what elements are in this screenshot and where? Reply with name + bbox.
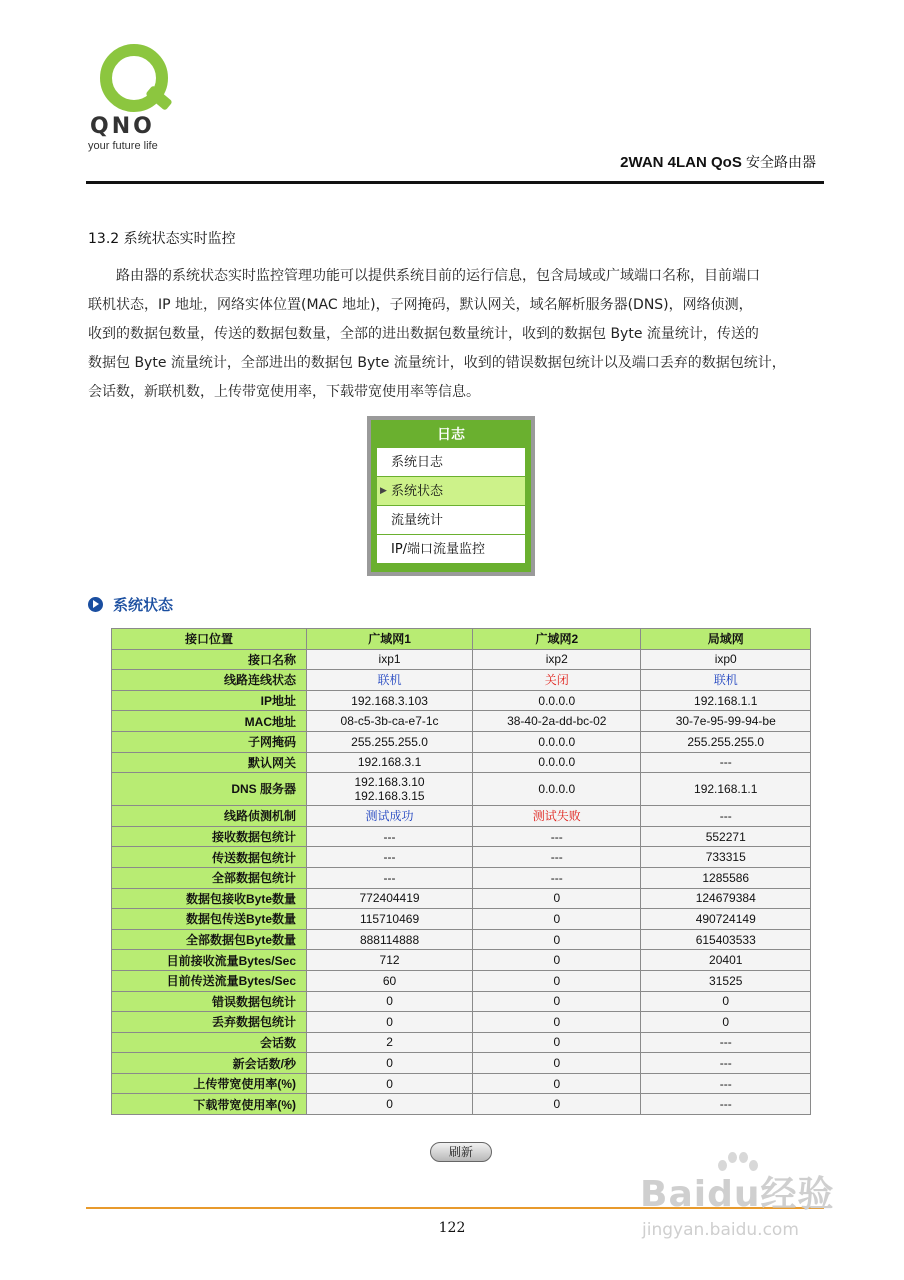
table-cell: 192.168.1.1	[641, 690, 811, 711]
table-cell: ixp1	[307, 649, 473, 670]
table-cell: 0	[307, 991, 473, 1012]
row-label: 接收数据包统计	[112, 826, 307, 847]
status-heading: 系统状态	[88, 594, 173, 615]
row-label: 线路连线状态	[112, 670, 307, 691]
table-row	[112, 888, 811, 909]
log-menu-title: 日志	[437, 427, 465, 443]
row-label: 会话数	[112, 1032, 307, 1053]
paragraph-line: 联机状态，IP 地址，网络实体位置(MAC 地址)，子网掩码，默认网关，域名解析服务器(DNS)，网络侦测，	[88, 297, 753, 313]
table-cell: ---	[641, 752, 811, 773]
table-cell: 733315	[641, 847, 811, 868]
table-cell: 测试失败	[473, 806, 641, 827]
table-row	[112, 773, 811, 806]
row-label: IP地址	[112, 690, 307, 711]
column-header: 广域网2	[473, 629, 641, 650]
header-title	[620, 152, 816, 172]
table-cell: 2	[307, 1032, 473, 1053]
paragraph-line: 数据包 Byte 流量统计，全部进出的数据包 Byte 流量统计，收到的错误数据包统计以及端口丢弃的数据包统计，	[88, 355, 786, 371]
watermark-brand: Baidu经验	[640, 1174, 835, 1215]
table-row	[112, 909, 811, 930]
logo-tagline: your future life	[88, 140, 158, 152]
table-row	[112, 929, 811, 950]
table-cell: 31525	[641, 970, 811, 991]
table-cell: 60	[307, 970, 473, 991]
system-status-table	[111, 628, 811, 1115]
table-cell: 0	[473, 1032, 641, 1053]
table-cell: 联机	[307, 670, 473, 691]
table-cell: 490724149	[641, 909, 811, 930]
header-divider	[86, 181, 824, 184]
menu-item-ip-port-monitor[interactable]: IP/端口流量监控	[377, 535, 525, 564]
table-row	[112, 826, 811, 847]
row-label: 数据包传送Byte数量	[112, 909, 307, 930]
row-label: 传送数据包统计	[112, 847, 307, 868]
table-cell: ---	[307, 867, 473, 888]
header-model: 2WAN 4LAN QoS	[620, 154, 742, 171]
table-cell: 0	[473, 1073, 641, 1094]
table-cell: 615403533	[641, 929, 811, 950]
qno-logo	[88, 44, 188, 154]
logo-brand: QNO	[90, 114, 155, 139]
table-row	[112, 670, 811, 691]
row-label: 新会话数/秒	[112, 1053, 307, 1074]
table-cell: 255.255.255.0	[641, 731, 811, 752]
baidu-watermark	[640, 1150, 880, 1260]
table-cell: 08-c5-3b-ca-e7-1c	[307, 711, 473, 732]
intro-paragraph	[88, 262, 828, 407]
refresh-button[interactable]: 刷新	[430, 1142, 492, 1162]
table-cell: 0.0.0.0	[473, 690, 641, 711]
table-cell: 772404419	[307, 888, 473, 909]
table-cell: ---	[641, 1094, 811, 1115]
table-cell: 0	[307, 1012, 473, 1033]
table-cell: ---	[473, 867, 641, 888]
table-cell: ---	[641, 1053, 811, 1074]
paragraph-line: 收到的数据包数量，传送的数据包数量，全部的进出数据包数量统计，收到的数据包 Byte 流量统计，传送的	[88, 326, 759, 342]
table-cell: 192.168.3.103	[307, 690, 473, 711]
table-cell: ---	[641, 806, 811, 827]
table-cell: 115710469	[307, 909, 473, 930]
table-cell: 192.168.3.1	[307, 752, 473, 773]
row-label: 全部数据包Byte数量	[112, 929, 307, 950]
row-label: 子网掩码	[112, 731, 307, 752]
table-cell: 测试成功	[307, 806, 473, 827]
table-cell: 0	[473, 970, 641, 991]
paragraph-line: 会话数，新联机数，上传带宽使用率，下载带宽使用率等信息。	[88, 384, 480, 400]
table-cell: ixp0	[641, 649, 811, 670]
table-cell: 124679384	[641, 888, 811, 909]
page-number: 122	[438, 1220, 466, 1236]
table-row	[112, 752, 811, 773]
table-row	[112, 1094, 811, 1115]
table-row	[112, 847, 811, 868]
paragraph-line: 路由器的系统状态实时监控管理功能可以提供系统目前的运行信息，包含局域或广域端口名称，目前端口	[116, 268, 760, 284]
table-cell: 0.0.0.0	[473, 731, 641, 752]
watermark-url: jingyan.baidu.com	[642, 1220, 799, 1240]
table-cell: ---	[641, 1032, 811, 1053]
section-title: 13.2 系统状态实时监控	[88, 231, 236, 247]
row-label: 全部数据包统计	[112, 867, 307, 888]
row-label: 错误数据包统计	[112, 991, 307, 1012]
table-row	[112, 1012, 811, 1033]
column-header: 广域网1	[307, 629, 473, 650]
table-cell: 0	[473, 909, 641, 930]
table-cell: 888114888	[307, 929, 473, 950]
table-row	[112, 1032, 811, 1053]
table-cell: 0	[307, 1073, 473, 1094]
table-cell: 0.0.0.0	[473, 773, 641, 806]
table-row	[112, 1073, 811, 1094]
table-row	[112, 731, 811, 752]
table-cell: 0	[473, 1094, 641, 1115]
table-cell: 0	[641, 991, 811, 1012]
table-cell: 0	[641, 1012, 811, 1033]
table-cell: 712	[307, 950, 473, 971]
table-cell: 192.168.3.10 192.168.3.15	[307, 773, 473, 806]
table-row	[112, 690, 811, 711]
table-cell: 0	[473, 1053, 641, 1074]
table-cell: 关闭	[473, 670, 641, 691]
row-label: 丢弃数据包统计	[112, 1012, 307, 1033]
table-cell: ---	[473, 847, 641, 868]
menu-item-system-status[interactable]: ▶ 系统状态	[377, 477, 525, 506]
table-row	[112, 970, 811, 991]
arrow-right-icon: ▶	[380, 486, 387, 496]
table-row	[112, 867, 811, 888]
table-cell: 192.168.1.1	[641, 773, 811, 806]
table-row	[112, 991, 811, 1012]
table-cell: ---	[641, 1073, 811, 1094]
table-header-row	[112, 629, 811, 650]
log-menu	[367, 416, 535, 576]
row-label: DNS 服务器	[112, 773, 307, 806]
table-cell: 20401	[641, 950, 811, 971]
table-row	[112, 711, 811, 732]
table-cell: ---	[473, 826, 641, 847]
header-product: 安全路由器	[746, 155, 816, 171]
table-cell: 0	[307, 1094, 473, 1115]
row-label: 线路侦测机制	[112, 806, 307, 827]
table-cell: 0.0.0.0	[473, 752, 641, 773]
table-row	[112, 1053, 811, 1074]
table-cell: ixp2	[473, 649, 641, 670]
row-label: 数据包接收Byte数量	[112, 888, 307, 909]
table-cell: 255.255.255.0	[307, 731, 473, 752]
table-cell: 0	[473, 950, 641, 971]
table-row	[112, 649, 811, 670]
table-cell: 0	[473, 929, 641, 950]
row-label: 目前接收流量Bytes/Sec	[112, 950, 307, 971]
row-label: 默认网关	[112, 752, 307, 773]
table-row	[112, 950, 811, 971]
menu-item-system-log[interactable]: 系统日志	[377, 448, 525, 477]
table-cell: 0	[473, 1012, 641, 1033]
column-header: 接口位置	[112, 629, 307, 650]
table-cell: 1285586	[641, 867, 811, 888]
menu-item-traffic-stats[interactable]: 流量统计	[377, 506, 525, 535]
table-cell: 0	[473, 991, 641, 1012]
table-cell: 0	[307, 1053, 473, 1074]
row-label: 上传带宽使用率(%)	[112, 1073, 307, 1094]
table-cell: 30-7e-95-99-94-be	[641, 711, 811, 732]
table-cell: ---	[307, 826, 473, 847]
table-cell: 552271	[641, 826, 811, 847]
table-cell: 0	[473, 888, 641, 909]
table-cell: ---	[307, 847, 473, 868]
column-header: 局域网	[641, 629, 811, 650]
table-row	[112, 806, 811, 827]
play-circle-icon	[88, 597, 103, 612]
row-label: 下载带宽使用率(%)	[112, 1094, 307, 1115]
row-label: 接口名称	[112, 649, 307, 670]
table-cell: 联机	[641, 670, 811, 691]
row-label: 目前传送流量Bytes/Sec	[112, 970, 307, 991]
row-label: MAC地址	[112, 711, 307, 732]
table-cell: 38-40-2a-dd-bc-02	[473, 711, 641, 732]
